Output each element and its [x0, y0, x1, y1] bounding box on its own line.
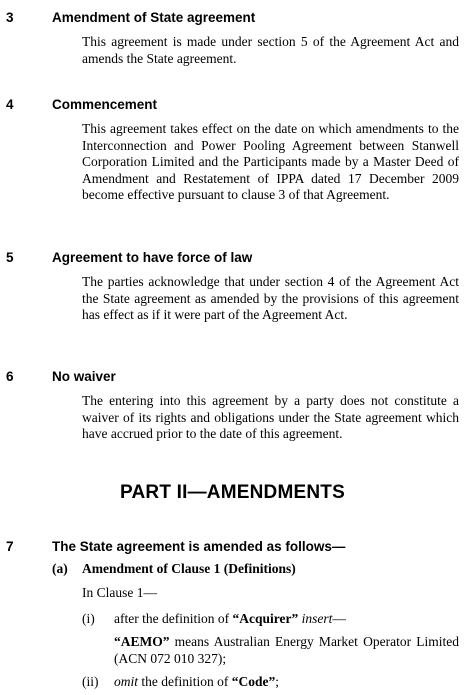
section-body: This agreement is made under section 5 of the Agreement Act and amends the State agreement.	[82, 34, 459, 66]
section-number: 7	[6, 539, 14, 554]
item-a-heading: Amendment of Clause 1 (Definitions)	[82, 561, 296, 576]
section-heading: Agreement to have force of law	[52, 250, 253, 265]
section-number: 4	[6, 97, 14, 112]
sub-i-label: (i)	[82, 611, 95, 626]
sub-i-dash: —	[332, 611, 346, 626]
section-number: 6	[6, 369, 14, 384]
part-title: PART II—AMENDMENTS	[120, 482, 345, 503]
section-heading: No waiver	[52, 369, 116, 384]
section-body: This agreement takes effect on the date on which amendments to the Interconnection and Power Pooling Agreement between Stanwell Corporation Limited and the Participants made by a Master Deed of Amendment and Restatement of IPPA dated 17 December 2009 become effective pursuant to clause 3 of that Agreement.	[82, 121, 459, 203]
section-heading: Amendment of State agreement	[52, 10, 256, 25]
aemo-term: “AEMO”	[114, 634, 170, 649]
section-number: 3	[6, 10, 14, 25]
section-heading: The State agreement is amended as follows—	[52, 539, 346, 554]
section-number: 5	[6, 250, 14, 265]
sub-i-instruction: insert	[301, 611, 333, 626]
section-heading: Commencement	[52, 97, 158, 112]
sub-ii-text	[114, 674, 279, 690]
sub-i-text	[114, 611, 346, 627]
sub-ii-term: “Code”	[231, 674, 276, 689]
aemo-def-text: means Australian Energy Market Operator Limited (ACN 072 010 327);	[114, 634, 459, 666]
item-a-intro: In Clause 1—	[82, 585, 157, 600]
sub-i-term: “Acquirer”	[232, 611, 299, 626]
section-body: The parties acknowledge that under section 4 of the Agreement Act the State agreement as amended by the provisions of this agreement has effect as if it were part of the Agreement Act.	[82, 274, 459, 323]
sub-ii-label: (ii)	[82, 674, 99, 689]
item-a-label: (a)	[52, 561, 68, 576]
sub-ii-pre: the definition of	[138, 674, 232, 689]
sub-i-pre: after the definition of	[114, 611, 233, 626]
section-body: The entering into this agreement by a party does not constitute a waiver of its rights and obligations under the State agreement which have accrued prior to the date of this agreement.	[82, 393, 459, 442]
sub-ii-post: ;	[275, 674, 280, 689]
aemo-definition	[114, 634, 459, 667]
sub-ii-instruction: omit	[114, 674, 139, 689]
